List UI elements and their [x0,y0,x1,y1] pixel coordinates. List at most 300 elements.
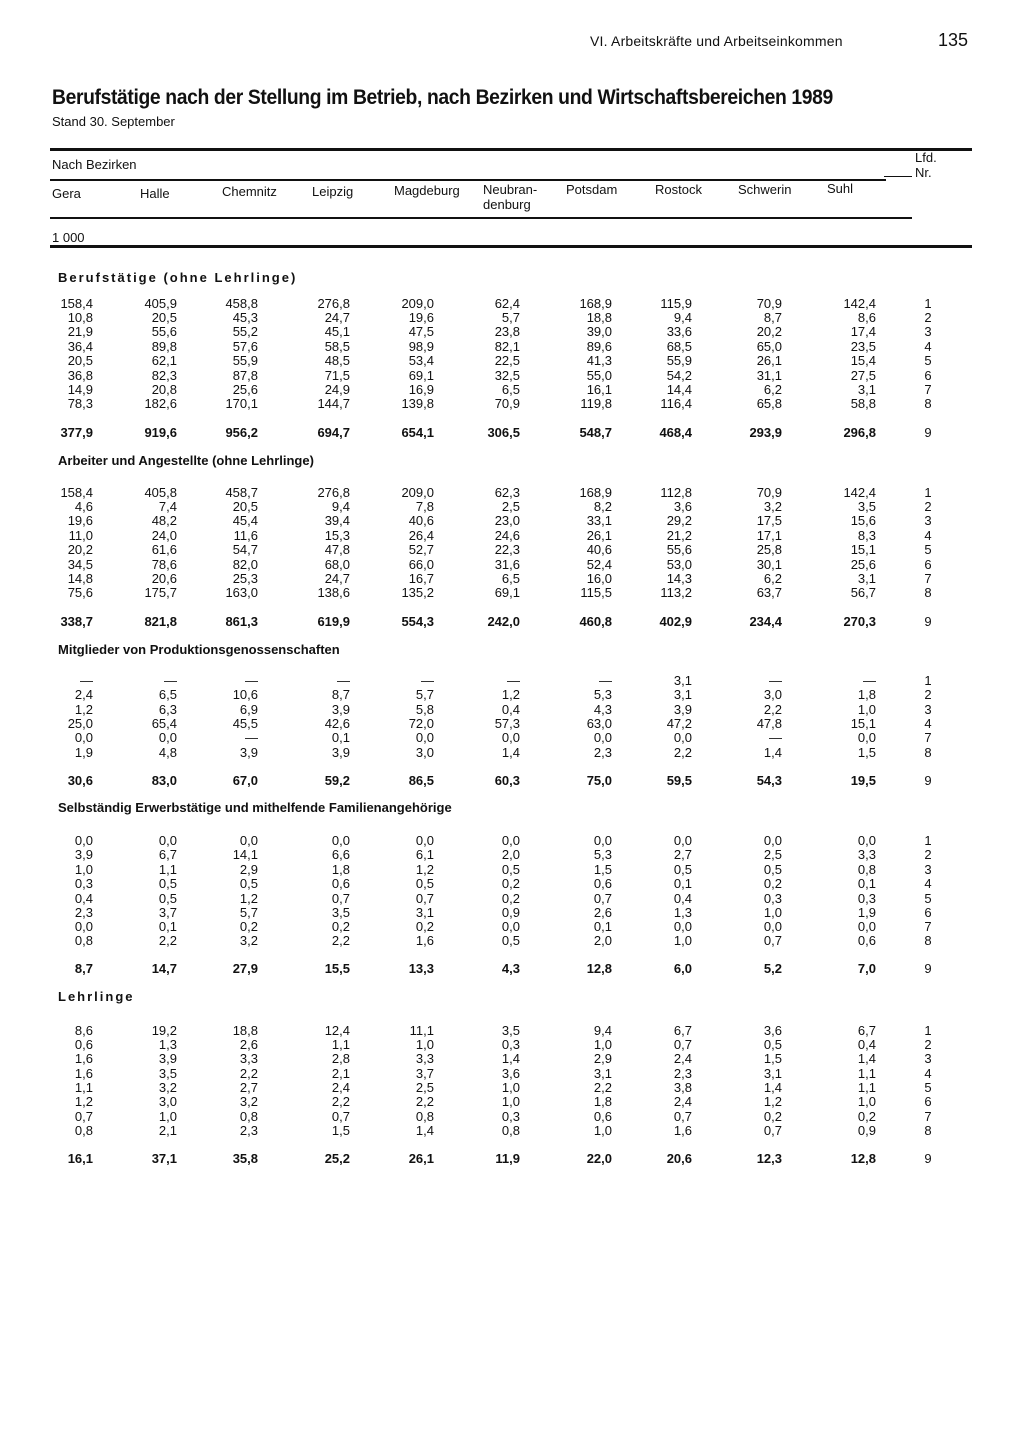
table-row [0,571,1024,586]
table-cell: 2,5 [763,847,782,862]
table-cell: 0,3 [763,891,782,906]
row-number: 8 [924,396,932,411]
table-cell: 24,7 [324,571,350,586]
table-cell: 55,9 [666,353,692,368]
table-row [0,1080,1024,1095]
table-cell: 14,1 [232,847,258,862]
table-cell: 1,4 [763,745,782,760]
table-row [0,673,1024,688]
table-cell: 30,1 [756,557,782,572]
col-header-gera: Gera [52,186,81,201]
table-row [0,1023,1024,1038]
table-cell: 78,3 [67,396,93,411]
table-cell: 116,4 [660,396,692,411]
table-cell: 41,3 [586,353,612,368]
table-cell: 2,2 [415,1094,434,1109]
table-cell: 209,0 [401,485,434,500]
table-row [0,368,1024,383]
table-cell: 3,5 [158,1066,177,1081]
table-cell: 3,6 [763,1023,782,1038]
table-cell: 135,2 [401,585,434,600]
table-cell: 158,4 [60,485,93,500]
table-cell: 70,9 [494,396,520,411]
table-cell: 9,4 [673,310,692,325]
table-cell: 23,5 [850,339,876,354]
table-cell: 6,0 [673,961,692,976]
row-number: 4 [924,339,932,354]
table-cell: 1,4 [501,1051,520,1066]
section-title: Arbeiter und Angestellte (ohne Lehrlinge) [58,453,314,468]
table-cell: 3,1 [673,673,692,688]
table-cell: 24,7 [324,310,350,325]
table-cell: 0,9 [501,905,520,920]
table-cell: 0,6 [74,1037,93,1052]
table-cell: 69,1 [408,368,434,383]
table-cell: 3,7 [415,1066,434,1081]
table-cell: 0,7 [593,891,612,906]
table-row [0,396,1024,411]
col-header-neubrandenburg-line2: denburg [483,197,531,212]
table-cell: 14,8 [67,571,93,586]
table-cell: 15,6 [850,513,876,528]
table-cell: 20,2 [756,324,782,339]
table-cell: 0,7 [763,1123,782,1138]
table-cell: 12,4 [324,1023,350,1038]
table-cell: 270,3 [843,614,876,629]
table-cell: 2,2 [763,702,782,717]
table-cell: 1,9 [74,745,93,760]
row-number: 2 [924,687,932,702]
row-number: 9 [924,961,932,976]
table-cell: 405,8 [144,485,177,500]
table-cell: 0,0 [673,730,692,745]
table-cell: 25,8 [756,542,782,557]
table-cell: 0,2 [239,919,258,934]
table-cell: 11,0 [68,528,93,543]
table-cell: 10,8 [67,310,93,325]
table-row [0,1123,1024,1138]
table-cell: 1,8 [593,1094,612,1109]
table-cell: 138,6 [317,585,350,600]
header-lfd-line2: Nr. [915,165,932,180]
table-cell: 0,3 [501,1037,520,1052]
table-cell: 16,7 [408,571,434,586]
table-cell: 55,6 [666,542,692,557]
table-cell: 2,3 [673,1066,692,1081]
table-cell: 2,6 [593,905,612,920]
table-cell: 1,0 [74,862,93,877]
table-cell: 45,3 [232,310,258,325]
row-number: 1 [924,833,932,848]
row-number: 4 [924,716,932,731]
table-cell: 86,5 [408,773,434,788]
table-cell: 1,0 [415,1037,434,1052]
table-cell: 45,4 [232,513,258,528]
table-cell: 175,7 [144,585,177,600]
table-cell: 3,6 [673,499,692,514]
section-title: Lehrlinge [58,989,135,1004]
table-cell: 20,6 [151,571,177,586]
table-cell: 0,4 [673,891,692,906]
section-title: Selbständig Erwerbstätige und mithelfende Familienangehörige [58,800,452,815]
table-cell: 82,0 [232,557,258,572]
table-cell: 1,2 [74,1094,93,1109]
table-cell: 1,0 [857,1094,876,1109]
row-number: 2 [924,499,932,514]
col-header-schwerin: Schwerin [738,182,792,197]
table-cell: 53,0 [666,557,692,572]
table-cell: 14,4 [666,382,692,397]
table-cell: 9,4 [593,1023,612,1038]
table-cell: 0,7 [74,1109,93,1124]
table-cell: 0,2 [331,919,350,934]
table-row [0,891,1024,906]
table-cell: 0,2 [763,876,782,891]
table-row [0,1037,1024,1052]
table-cell: 31,1 [756,368,782,383]
table-cell: 0,8 [239,1109,258,1124]
table-cell: 20,8 [151,382,177,397]
total-row [0,425,1024,440]
table-cell: 0,0 [857,919,876,934]
col-header-neubrandenburg: Neubran- [483,182,538,197]
table-cell: 377,9 [60,425,93,440]
table-cell: 0,0 [158,730,177,745]
table-cell: 119,8 [580,396,612,411]
table-cell: 0,5 [415,876,434,891]
table-cell: 12,3 [756,1151,782,1166]
table-cell: 112,8 [660,485,692,500]
table-cell: 56,7 [850,585,876,600]
row-number: 3 [924,862,932,877]
table-cell: 52,4 [586,557,612,572]
table-cell: 55,2 [232,324,258,339]
table-cell: 65,8 [756,396,782,411]
table-cell: 47,8 [756,716,782,731]
table-cell: 4,3 [501,961,520,976]
row-number: 5 [924,542,932,557]
table-cell: 52,7 [408,542,434,557]
table-cell: 2,0 [593,933,612,948]
row-number: 6 [924,905,932,920]
table-cell: 59,5 [666,773,692,788]
table-cell: 0,8 [857,862,876,877]
table-cell: 14,9 [67,382,93,397]
table-cell: 7,4 [158,499,177,514]
table-cell: 35,8 [232,1151,258,1166]
row-number: 2 [924,1037,932,1052]
row-number: 2 [924,310,932,325]
table-cell: — [421,673,434,688]
table-cell: 3,0 [415,745,434,760]
table-cell: 3,0 [158,1094,177,1109]
table-cell: 12,8 [586,961,612,976]
table-cell: 861,3 [225,614,258,629]
table-cell: 3,9 [331,702,350,717]
table-row [0,310,1024,325]
table-cell: 24,0 [151,528,177,543]
table-cell: 0,7 [673,1109,692,1124]
table-cell: 0,4 [857,1037,876,1052]
table-cell: 3,3 [415,1051,434,1066]
table-cell: 18,8 [586,310,612,325]
table-cell: — [769,730,782,745]
table-cell: 65,4 [151,716,177,731]
table-cell: 306,5 [487,425,520,440]
table-cell: 2,4 [673,1094,692,1109]
table-cell: 1,6 [74,1066,93,1081]
row-number: 9 [924,614,932,629]
page-number: 135 [938,30,969,50]
table-cell: 0,3 [857,891,876,906]
table-cell: 3,1 [673,687,692,702]
row-number: 3 [924,1051,932,1066]
table-cell: 3,2 [239,933,258,948]
table-cell: 55,0 [586,368,612,383]
table-cell: 26,1 [756,353,782,368]
table-cell: 139,8 [401,396,434,411]
table-cell: 0,0 [857,833,876,848]
table-cell: 6,2 [763,571,782,586]
table-cell: 170,1 [225,396,258,411]
table-cell: 26,1 [586,528,612,543]
table-cell: 12,8 [850,1151,876,1166]
table-cell: 1,6 [415,933,434,948]
table-cell: 296,8 [843,425,876,440]
table-cell: 48,5 [324,353,350,368]
table-cell: 2,2 [331,933,350,948]
table-cell: 1,2 [415,862,434,877]
header-lfd-rule [884,176,912,177]
table-cell: 405,9 [144,296,177,311]
table-cell: 554,3 [401,614,434,629]
table-cell: 0,0 [501,730,520,745]
table-cell: 1,5 [857,745,876,760]
table-row [0,847,1024,862]
table-cell: 6,5 [501,382,520,397]
table-cell: 0,5 [239,876,258,891]
col-header-suhl: Suhl [827,181,854,196]
table-cell: 3,9 [74,847,93,862]
table-cell: 0,1 [857,876,876,891]
table-cell: 3,5 [857,499,876,514]
table-cell: 45,5 [232,716,258,731]
table-cell: 1,0 [593,1123,612,1138]
table-cell: 6,7 [158,847,177,862]
table-cell: 62,3 [494,485,520,500]
table-cell: 2,2 [331,1094,350,1109]
table-cell: 34,5 [67,557,93,572]
table-row [0,339,1024,354]
table-cell: 1,2 [74,702,93,717]
table-cell: 13,3 [408,961,434,976]
table-cell: 55,6 [151,324,177,339]
row-number: 7 [924,730,932,745]
table-cell: 18,8 [232,1023,258,1038]
table-cell: 1,0 [673,933,692,948]
table-cell: 54,7 [232,542,258,557]
table-cell: 24,6 [494,528,520,543]
table-cell: 0,7 [415,891,434,906]
table-cell: 0,0 [763,919,782,934]
table-cell: 3,5 [501,1023,520,1038]
table-cell: 37,1 [151,1151,177,1166]
table-cell: 0,4 [74,891,93,906]
table-cell: 53,4 [408,353,434,368]
table-cell: 87,8 [232,368,258,383]
table-row [0,324,1024,339]
table-cell: 0,7 [763,933,782,948]
table-cell: 1,5 [593,862,612,877]
table-cell: 2,3 [593,745,612,760]
table-cell: 15,4 [850,353,876,368]
table-cell: 694,7 [317,425,350,440]
row-number: 6 [924,1094,932,1109]
table-cell: 1,9 [857,905,876,920]
table-cell: 1,6 [673,1123,692,1138]
table-cell: 65,0 [756,339,782,354]
table-cell: 3,9 [673,702,692,717]
table-cell: 4,6 [74,499,93,514]
table-cell: 45,1 [324,324,350,339]
section-title: Mitglieder von Produktionsgenossenschaften [58,642,340,657]
table-cell: 22,5 [494,353,520,368]
table-cell: 234,4 [749,614,782,629]
table-cell: 75,6 [67,585,93,600]
table-cell: 19,5 [850,773,876,788]
table-cell: 2,7 [239,1080,258,1095]
table-cell: 54,2 [666,368,692,383]
table-cell: 8,7 [74,961,93,976]
table-cell: 0,3 [74,876,93,891]
table-cell: — [599,673,612,688]
table-cell: — [863,673,876,688]
row-number: 7 [924,571,932,586]
table-cell: 10,6 [232,687,258,702]
table-cell: 0,2 [415,919,434,934]
table-cell: 0,0 [415,730,434,745]
table-cell: 63,7 [756,585,782,600]
table-cell: 142,4 [843,485,876,500]
table-cell: 11,6 [233,528,258,543]
table-cell: 54,3 [756,773,782,788]
table-cell: 2,1 [331,1066,350,1081]
table-cell: 2,5 [415,1080,434,1095]
table-cell: 20,5 [67,353,93,368]
table-row [0,1094,1024,1109]
table-cell: 57,3 [494,716,520,731]
table-cell: 3,6 [501,1066,520,1081]
table-cell: 1,8 [331,862,350,877]
table-row [0,716,1024,731]
table-cell: 68,5 [666,339,692,354]
table-cell: 16,1 [586,382,612,397]
table-cell: 16,0 [586,571,612,586]
table-cell: 0,8 [415,1109,434,1124]
table-cell: 0,0 [673,833,692,848]
table-cell: 47,2 [666,716,692,731]
table-cell: 0,0 [74,833,93,848]
table-cell: 23,8 [494,324,520,339]
table-cell: 1,5 [763,1051,782,1066]
table-row [0,585,1024,600]
table-cell: 61,6 [151,542,177,557]
table-cell: 0,7 [331,1109,350,1124]
row-number: 1 [924,673,932,688]
table-cell: 6,7 [673,1023,692,1038]
table-cell: 3,1 [593,1066,612,1081]
table-cell: 17,5 [756,513,782,528]
table-cell: 15,1 [850,542,876,557]
table-cell: 4,3 [593,702,612,717]
table-cell: 460,8 [579,614,612,629]
table-cell: 1,0 [763,905,782,920]
table-cell: 1,4 [763,1080,782,1095]
table-row [0,1066,1024,1081]
table-cell: 6,6 [331,847,350,862]
table-cell: 5,3 [593,847,612,862]
table-cell: 11,9 [495,1151,520,1166]
table-cell: — [245,673,258,688]
table-cell: 9,4 [331,499,350,514]
table-cell: 47,8 [324,542,350,557]
row-number: 9 [924,1151,932,1166]
table-cell: 1,1 [158,862,177,877]
table-cell: 458,7 [225,485,258,500]
table-row [0,353,1024,368]
table-cell: 0,2 [857,1109,876,1124]
table-cell: 33,6 [666,324,692,339]
row-number: 5 [924,353,932,368]
table-cell: 20,5 [151,310,177,325]
table-cell: 67,0 [232,773,258,788]
table-cell: 919,6 [144,425,177,440]
table-row [0,687,1024,702]
table-cell: 163,0 [225,585,258,600]
table-cell: 619,9 [317,614,350,629]
row-number: 1 [924,485,932,500]
table-cell: 1,0 [593,1037,612,1052]
table-cell: 31,6 [494,557,520,572]
table-cell: 0,5 [763,1037,782,1052]
table-cell: 0,5 [673,862,692,877]
row-number: 7 [924,382,932,397]
table-cell: 209,0 [401,296,434,311]
table-cell: 22,3 [494,542,520,557]
table-cell: 0,0 [239,833,258,848]
col-header-halle: Halle [140,186,170,201]
table-cell: 0,9 [857,1123,876,1138]
table-cell: 1,8 [857,687,876,702]
table-cell: 3,8 [673,1080,692,1095]
table-cell: 8,3 [857,528,876,543]
row-number: 8 [924,1123,932,1138]
table-cell: 25,6 [850,557,876,572]
table-cell: 6,1 [415,847,434,862]
table-row [0,1109,1024,1124]
table-cell: 0,0 [158,833,177,848]
table-cell: 16,9 [408,382,434,397]
table-cell: 654,1 [401,425,434,440]
table-cell: 55,9 [232,353,258,368]
table-cell: 1,3 [158,1037,177,1052]
row-number: 9 [924,425,932,440]
table-cell: 3,3 [857,847,876,862]
table-cell: 2,4 [74,687,93,702]
table-cell: 8,6 [74,1023,93,1038]
row-number: 8 [924,585,932,600]
table-cell: 33,1 [586,513,612,528]
